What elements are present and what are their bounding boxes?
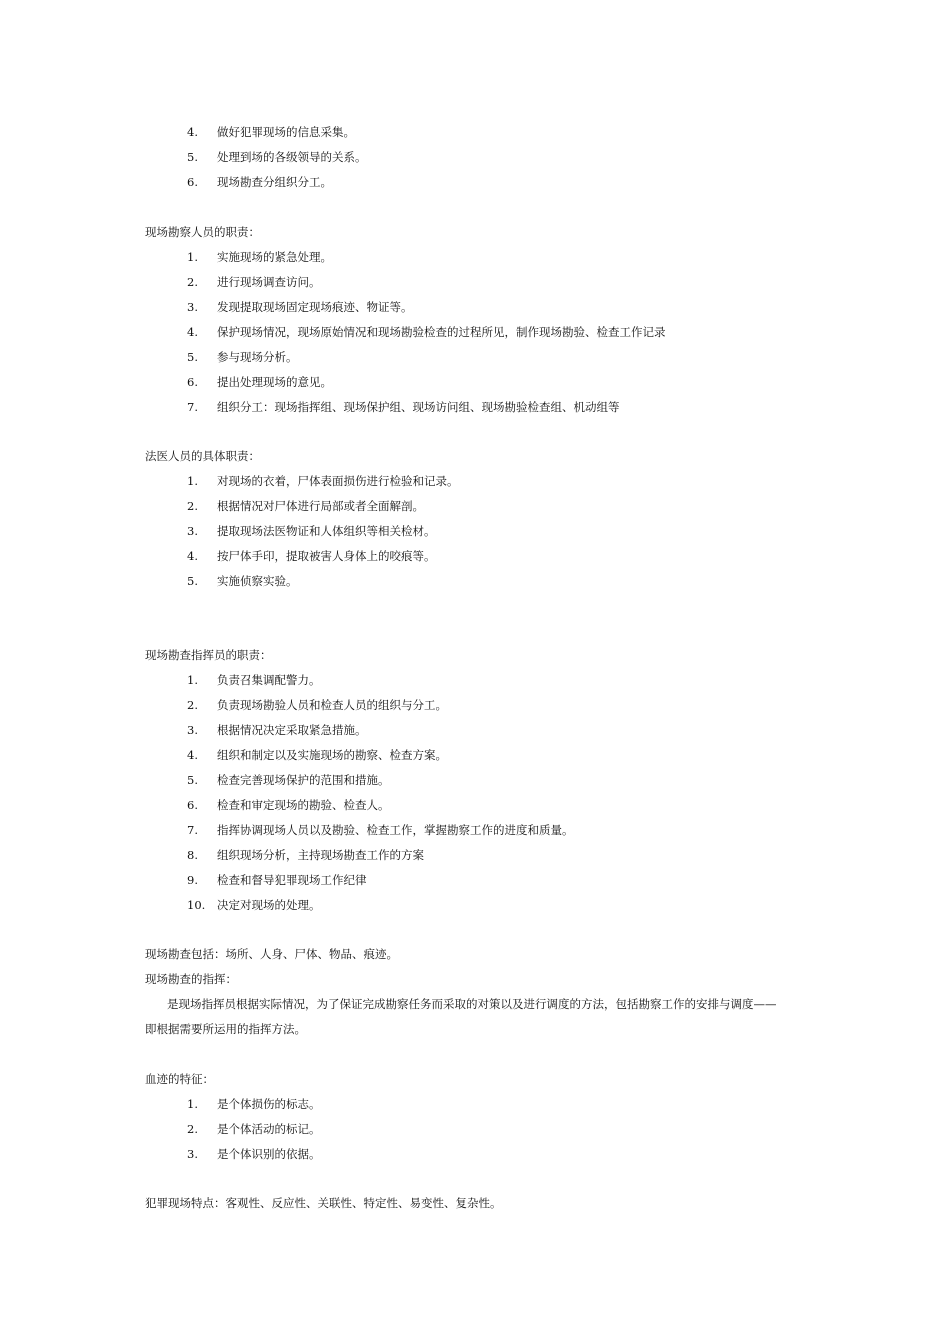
list-item: 根据情况决定采取紧急措施。 (217, 723, 367, 737)
list-number: 6. (187, 798, 198, 812)
list-number: 2. (187, 499, 198, 513)
list-number: 6. (187, 375, 198, 389)
list-item: 处理到场的各级领导的关系。 (217, 150, 367, 164)
list-number: 4. (187, 748, 198, 762)
list-number: 4. (187, 125, 198, 139)
list-item: 对现场的衣着，尸体表面损伤进行检验和记录。 (217, 474, 459, 488)
section-heading-blood: 血迹的特征： (145, 1072, 214, 1086)
list-number: 6. (187, 175, 198, 189)
list-number: 2. (187, 275, 198, 289)
list-item: 决定对现场的处理。 (217, 898, 321, 912)
command-paragraph-line-2: 即根据需要所运用的指挥方法。 (145, 1022, 306, 1036)
list-item: 现场勘查分组织分工。 (217, 175, 332, 189)
list-item: 参与现场分析。 (217, 350, 298, 364)
list-number: 1. (187, 250, 198, 264)
list-number: 3. (187, 723, 198, 737)
list-item: 保护现场情况，现场原始情况和现场勘验检查的过程所见，制作现场勘验、检查工作记录 (217, 325, 666, 339)
list-item: 按尸体手印，提取被害人身体上的咬痕等。 (217, 549, 436, 563)
list-item: 实施侦察实验。 (217, 574, 298, 588)
list-item: 组织和制定以及实施现场的勘察、检查方案。 (217, 748, 447, 762)
list-number: 1. (187, 1097, 198, 1111)
list-item: 提出处理现场的意见。 (217, 375, 332, 389)
list-item: 是个体活动的标记。 (217, 1122, 321, 1136)
scene-features-line: 犯罪现场特点：客观性、反应性、关联性、特定性、易变性、复杂性。 (145, 1196, 502, 1210)
section-heading-investigators: 现场勘察人员的职责： (145, 225, 260, 239)
list-number: 2. (187, 698, 198, 712)
list-number: 10. (187, 898, 206, 912)
list-number: 3. (187, 524, 198, 538)
list-number: 1. (187, 673, 198, 687)
list-item: 做好犯罪现场的信息采集。 (217, 125, 355, 139)
command-heading: 现场勘查的指挥： (145, 972, 237, 986)
list-item: 是个体损伤的标志。 (217, 1097, 321, 1111)
list-number: 5. (187, 150, 198, 164)
list-item: 根据情况对尸体进行局部或者全面解剖。 (217, 499, 424, 513)
command-paragraph-line-1: 是现场指挥员根据实际情况，为了保证完成勘察任务而采取的对策以及进行调度的方法，包括勘察工作的安排与调度—— (167, 997, 777, 1011)
list-item: 组织现场分析，主持现场勘查工作的方案 (217, 848, 424, 862)
list-item: 指挥协调现场人员以及勘验、检查工作，掌握勘察工作的进度和质量。 (217, 823, 574, 837)
list-number: 9. (187, 873, 198, 887)
list-number: 7. (187, 400, 198, 414)
list-number: 5. (187, 773, 198, 787)
list-number: 8. (187, 848, 198, 862)
list-item: 发现提取现场固定现场痕迹、物证等。 (217, 300, 413, 314)
section-heading-commander: 现场勘查指挥员的职责： (145, 648, 272, 662)
list-number: 4. (187, 549, 198, 563)
list-number: 2. (187, 1122, 198, 1136)
scope-line: 现场勘查包括：场所、人身、尸体、物品、痕迹。 (145, 947, 398, 961)
list-item: 实施现场的紧急处理。 (217, 250, 332, 264)
list-item: 检查完善现场保护的范围和措施。 (217, 773, 390, 787)
list-item: 组织分工：现场指挥组、现场保护组、现场访问组、现场勘验检查组、机动组等 (217, 400, 620, 414)
list-item: 检查和审定现场的勘验、检查人。 (217, 798, 390, 812)
list-item: 提取现场法医物证和人体组织等相关检材。 (217, 524, 436, 538)
list-item: 负责召集调配警力。 (217, 673, 321, 687)
list-number: 3. (187, 1147, 198, 1161)
list-item: 是个体识别的依据。 (217, 1147, 321, 1161)
list-number: 5. (187, 574, 198, 588)
list-item: 负责现场勘验人员和检查人员的组织与分工。 (217, 698, 447, 712)
list-item: 检查和督导犯罪现场工作纪律 (217, 873, 367, 887)
section-heading-forensic: 法医人员的具体职责： (145, 449, 260, 463)
list-item: 进行现场调查访问。 (217, 275, 321, 289)
list-number: 5. (187, 350, 198, 364)
list-number: 4. (187, 325, 198, 339)
list-number: 3. (187, 300, 198, 314)
list-number: 7. (187, 823, 198, 837)
list-number: 1. (187, 474, 198, 488)
